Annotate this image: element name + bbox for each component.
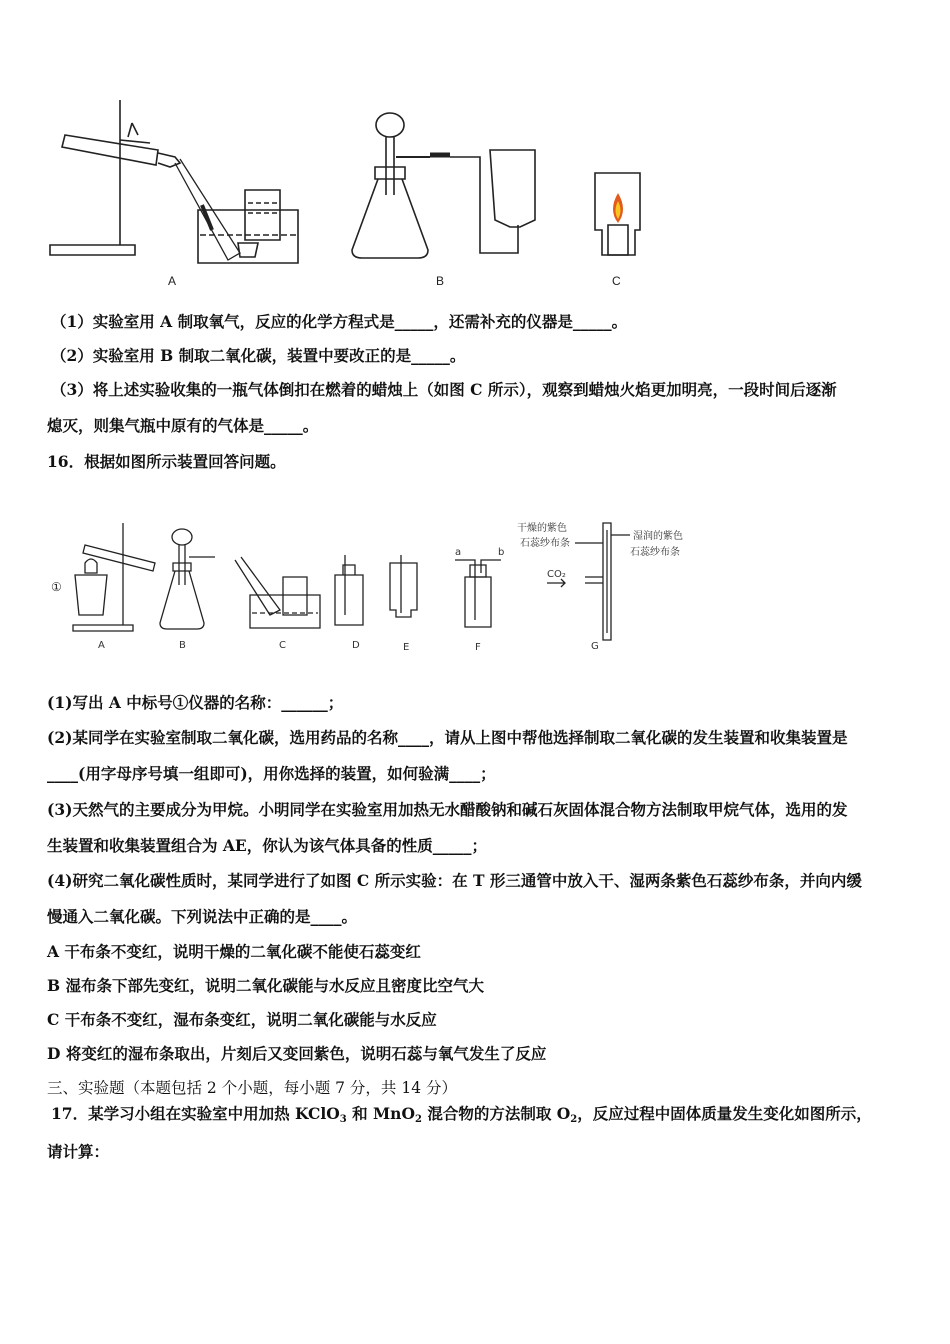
q16-sub-3-line1: (3)天然气的主要成分为甲烷。小明同学在实验室用加热无水醋酸钠和碱石灰固体混合物方法制取甲烷气体，选用的发 bbox=[47, 800, 848, 819]
figure-apparatus-abc bbox=[40, 95, 660, 295]
figure2-wet-strip-label-2: 石蕊纱布条 bbox=[630, 547, 680, 558]
q16-sub-4-line1: (4)研究二氧化碳性质时，某同学进行了如图 C 所示实验：在 T 形三通管中放入干、湿两条紫色石蕊纱布条，并向内缓 bbox=[47, 871, 862, 890]
q17-line1: 17．某学习小组在实验室中用加热 KClO$_3$ 和 MnO$_2$ 混合物的方法制取 $O_2$，反应过程中固体质量发生变化如图所示， bbox=[51, 1104, 872, 1125]
q15-part-3-line1: （3）将上述实验收集的一瓶气体倒扣在燃着的蜡烛上（如图 C 所示），观察到蜡烛火焰更加明亮，一段时间后逐渐 bbox=[51, 380, 837, 399]
figure2-label-b: B bbox=[179, 640, 186, 651]
q16-option-d: D 将变红的湿布条取出，片刻后又变回紫色，说明石蕊与氧气发生了反应 bbox=[47, 1044, 547, 1063]
q17-line2: 请计算： bbox=[47, 1142, 110, 1161]
figure2-port-a: a bbox=[455, 547, 462, 558]
figure2-label-a: A bbox=[98, 640, 105, 651]
figure2-wet-strip-label-1: 湿润的紫色 bbox=[633, 531, 683, 542]
figure1-label-c: C bbox=[612, 274, 621, 288]
figure2-marker: ① bbox=[51, 580, 62, 594]
apparatus-b-drawing bbox=[352, 113, 535, 258]
apparatus-a-drawing bbox=[50, 100, 298, 263]
figure2-label-c: C bbox=[279, 640, 286, 651]
section-3-heading: 三、实验题（本题包括 2 个小题，每小题 7 分，共 14 分） bbox=[47, 1079, 458, 1097]
figure-apparatus-a-to-g bbox=[45, 515, 725, 660]
figure1-label-b: B bbox=[436, 274, 445, 288]
q16-sub-3-line2: 生装置和收集装置组合为 AE，你认为该气体具备的性质_____； bbox=[47, 836, 487, 855]
figure2-dry-strip-label-2: 石蕊纱布条 bbox=[520, 538, 570, 549]
figure2-port-b: b bbox=[498, 547, 505, 558]
q16-sub-4-line2: 慢通入二氧化碳。下列说法中正确的是____。 bbox=[47, 907, 358, 926]
figure2-dry-strip-label-1: 干燥的紫色 bbox=[517, 523, 567, 534]
q16-sub-2-line1: (2)某同学在实验室制取二氧化碳，选用药品的名称____，请从上图中帮他选择制取二氧化碳的发生装置和收集装置是 bbox=[47, 728, 848, 747]
q16-option-a: A 干布条不变红，说明干燥的二氧化碳不能使石蕊变红 bbox=[47, 942, 421, 961]
q15-part-1: （1）实验室用 A 制取氧气，反应的化学方程式是_____，还需补充的仪器是_____。 bbox=[51, 312, 628, 331]
q16-title: 16．根据如图所示装置回答问题。 bbox=[47, 452, 286, 471]
q16-option-b: B 湿布条下部先变红，说明二氧化碳能与水反应且密度比空气大 bbox=[47, 976, 484, 995]
figure2-label-f: F bbox=[475, 642, 481, 653]
figure2-label-d: D bbox=[352, 640, 360, 651]
figure2-label-e: E bbox=[403, 642, 410, 653]
q15-part-2: （2）实验室用 B 制取二氧化碳，装置中要改正的是_____。 bbox=[51, 346, 466, 365]
figure1-label-a: A bbox=[168, 274, 177, 288]
q16-sub-1: (1)写出 A 中标号①仪器的名称：______； bbox=[47, 693, 344, 712]
q16-sub-2-line2: ____(用字母序号填一组即可)，用你选择的装置，如何验满____； bbox=[47, 764, 496, 783]
q15-part-3-line2: 熄灭，则集气瓶中原有的气体是_____。 bbox=[47, 416, 319, 435]
figure2-co2-label: CO₂ bbox=[547, 569, 566, 580]
q16-option-c: C 干布条不变红，湿布条变红，说明二氧化碳能与水反应 bbox=[47, 1010, 437, 1029]
figure2-label-g: G bbox=[591, 641, 599, 652]
